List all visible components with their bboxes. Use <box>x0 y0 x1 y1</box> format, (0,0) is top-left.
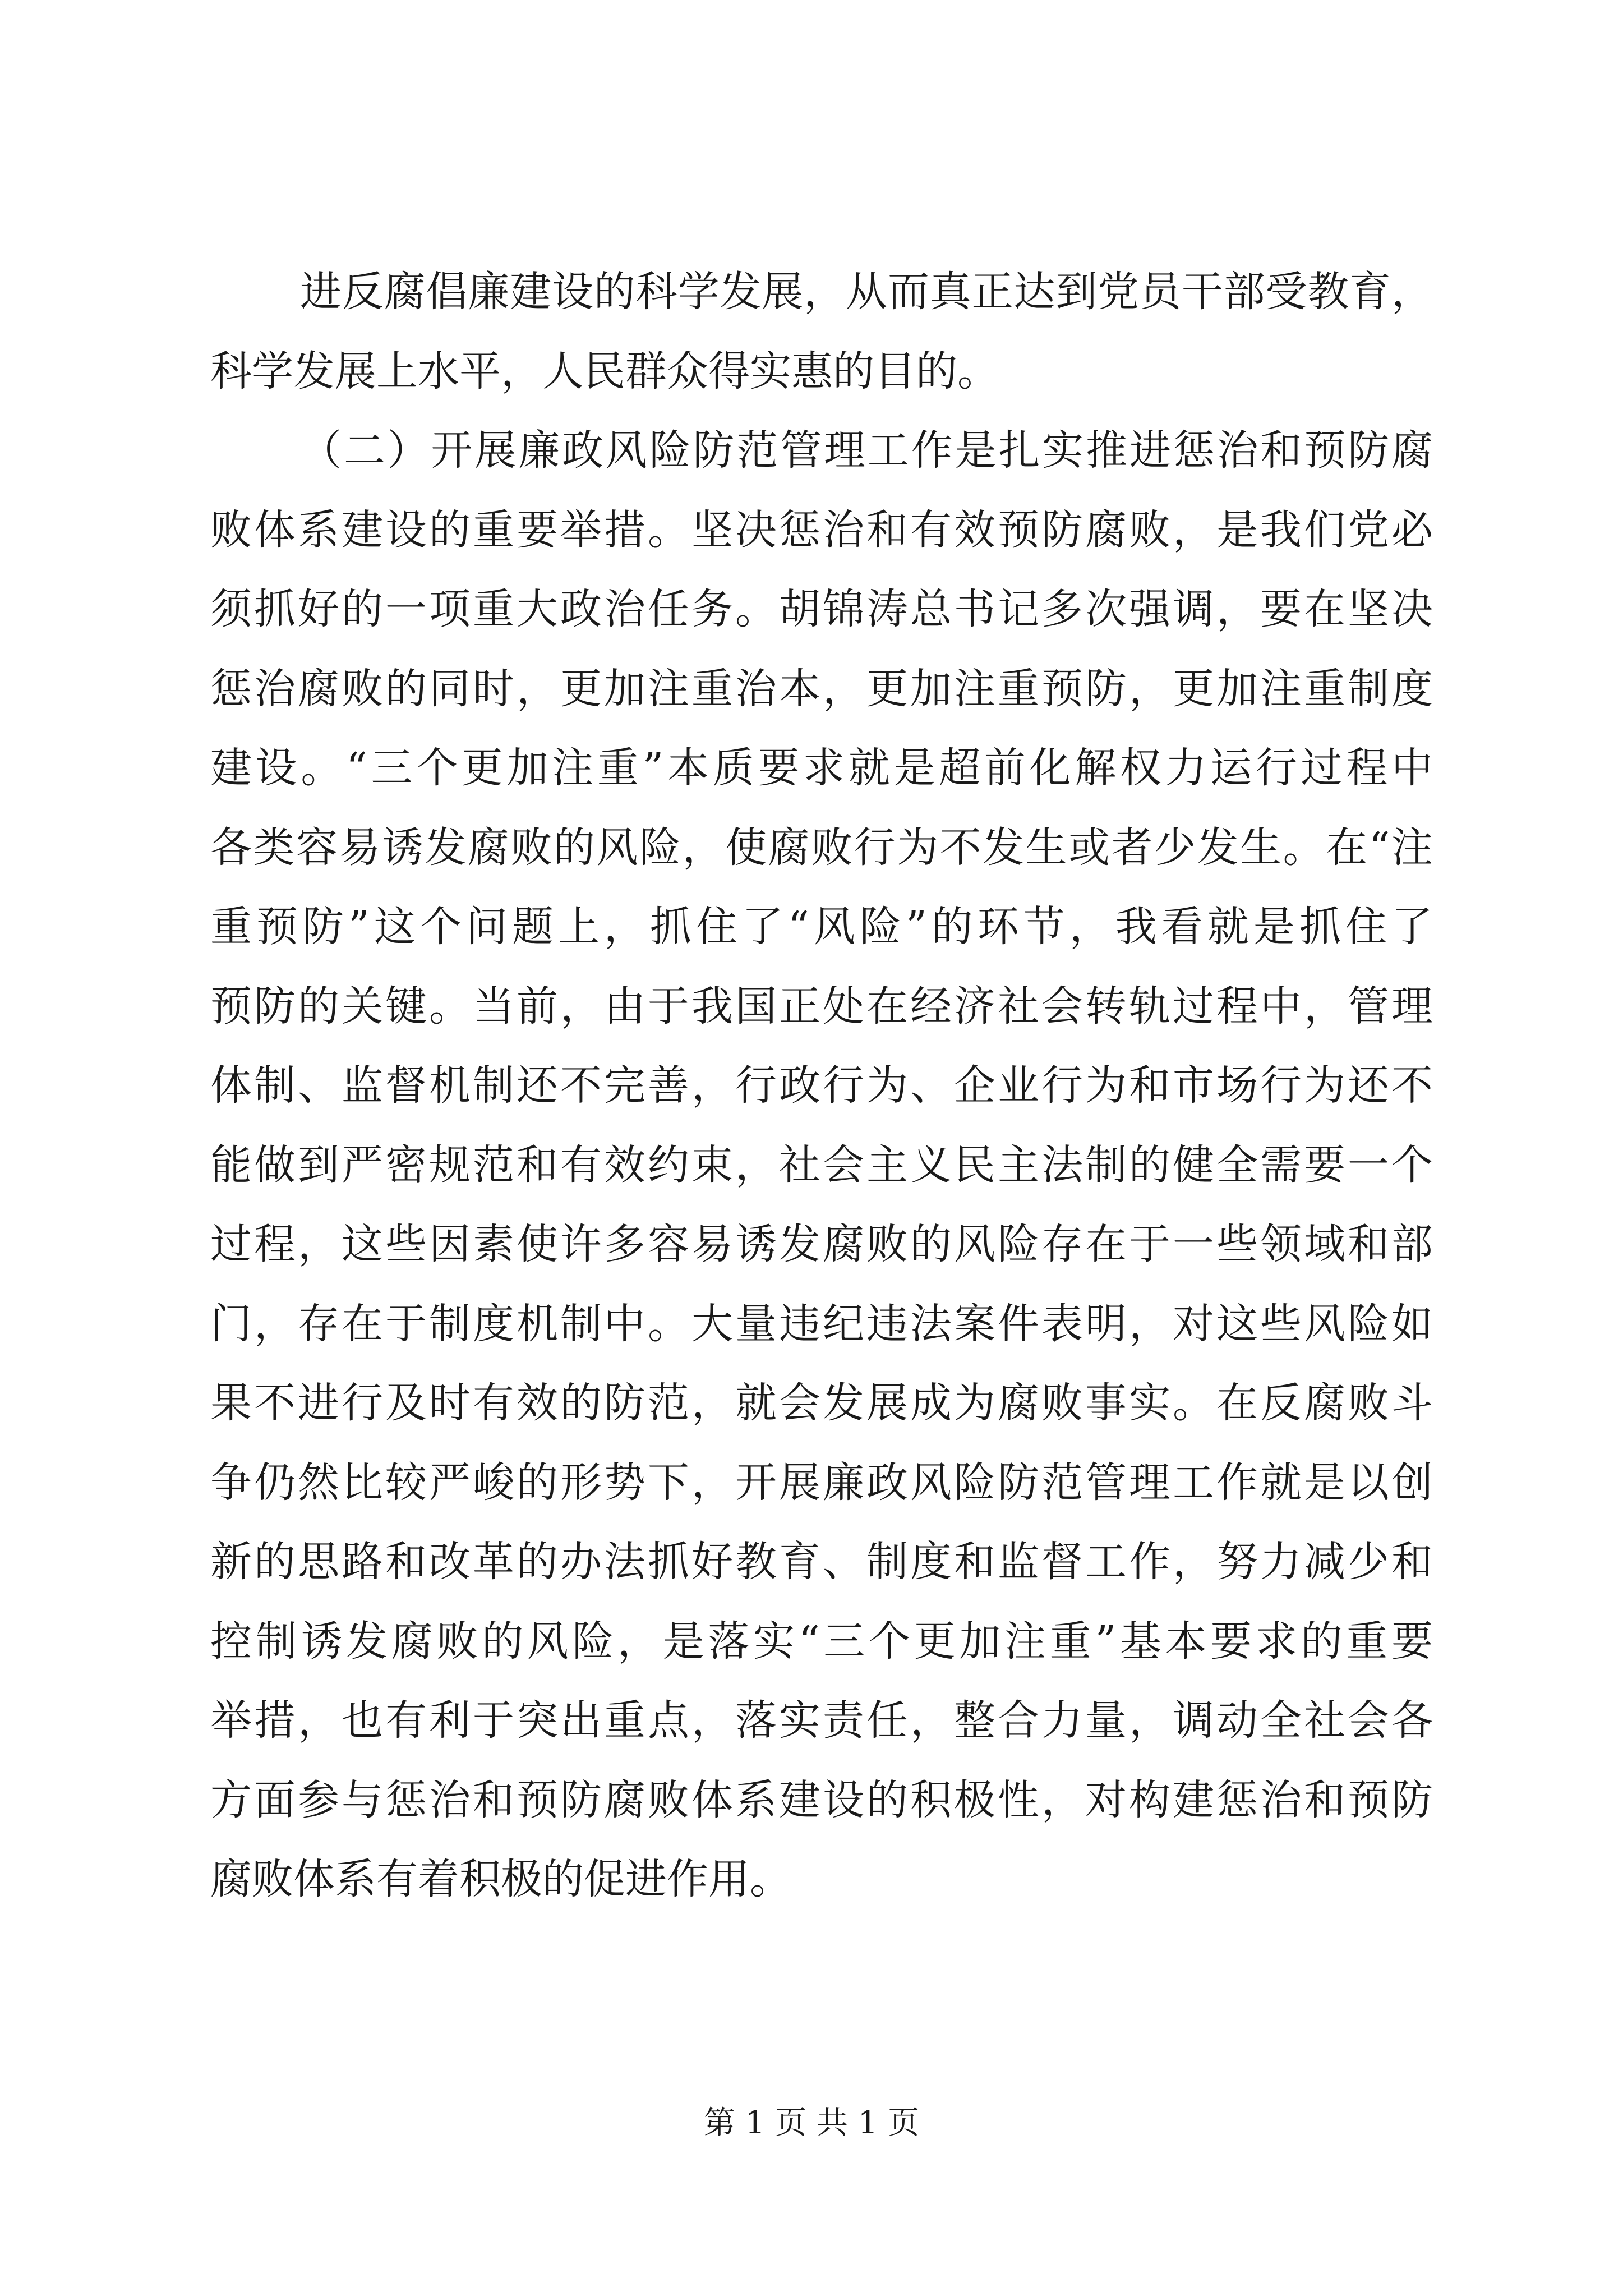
document-body <box>210 252 1433 1920</box>
paragraph-line: 须抓好的一项重大政治任务。胡锦涛总书记多次强调，要在坚决 <box>210 585 1433 633</box>
paragraph-line: 控制诱发腐败的风险，是落实“三个更加注重”基本要求的重要 <box>210 1617 1433 1665</box>
paragraph-line: 体制、监督机制还不完善，行政行为、企业行为和市场行为还不 <box>210 1061 1433 1110</box>
paragraph-line: 过程，这些因素使许多容易诱发腐败的风险存在于一些领域和部 <box>210 1220 1433 1268</box>
paragraph-line: 果不进行及时有效的防范，就会发展成为腐败事实。在反腐败斗 <box>210 1379 1433 1427</box>
paragraph-line: 进反腐倡廉建设的科学发展，从而真正达到党员干部受教育， <box>300 268 1433 316</box>
paragraph-line: 方面参与惩治和预防腐败体系建设的积极性，对构建惩治和预防 <box>210 1775 1433 1824</box>
paragraph-line: 预防的关键。当前，由于我国正处在经济社会转轨过程中，管理 <box>210 982 1433 1030</box>
paragraph-line: 败体系建设的重要举措。坚决惩治和有效预防腐败，是我们党必 <box>210 505 1433 554</box>
paragraph-line: 重预防”这个问题上，抓住了“风险”的环节，我看就是抓住了 <box>210 903 1433 951</box>
page-footer: 第 1 页 共 1 页 <box>703 2105 920 2141</box>
paragraph-line: 建设。“三个更加注重”本质要求就是超前化解权力运行过程中 <box>210 744 1433 792</box>
paragraph-line: （二）开展廉政风险防范管理工作是扎实推进惩治和预防腐 <box>300 426 1433 475</box>
paragraph-line: 惩治腐败的同时，更加注重治本，更加注重预防，更加注重制度 <box>210 664 1433 713</box>
paragraph-line: 门，存在于制度机制中。大量违纪违法案件表明，对这些风险如 <box>210 1299 1433 1348</box>
paragraph-line: 各类容易诱发腐败的风险，使腐败行为不发生或者少发生。在“注 <box>210 823 1433 872</box>
paragraph-line: 能做到严密规范和有效约束，社会主义民主法制的健全需要一个 <box>210 1140 1433 1189</box>
paragraph-line: 争仍然比较严峻的形势下，开展廉政风险防范管理工作就是以创 <box>210 1458 1433 1507</box>
paragraph-line: 新的思路和改革的办法抓好教育、制度和监督工作，努力减少和 <box>210 1538 1433 1586</box>
paragraph-line: 科学发展上水平，人民群众得实惠的目的。 <box>210 347 999 395</box>
paragraph-line: 腐败体系有着积极的促进作用。 <box>210 1855 791 1903</box>
paragraph-line: 举措，也有利于突出重点，落实责任，整合力量，调动全社会各 <box>210 1696 1433 1745</box>
